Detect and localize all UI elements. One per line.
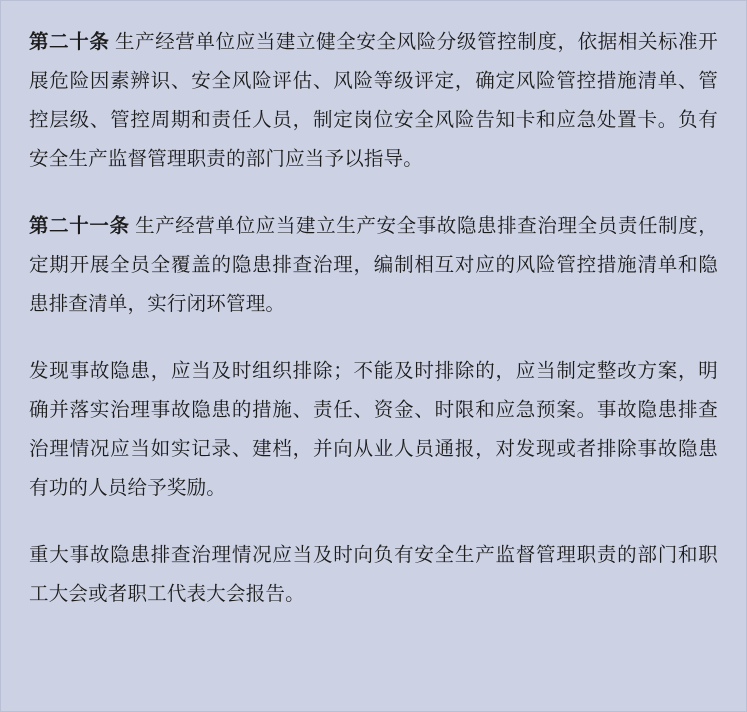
paragraph-article-21-p2 [29, 352, 718, 508]
paragraph-article-20 [29, 23, 718, 179]
article-body: 生产经营单位应当建立健全安全风险分级管控制度，依据相关标准开展危险因素辨识、安全风险评估、风险等级评定，确定风险管控措施清单、管控层级、管控周期和责任人员，制定岗位安全风险告知卡和应急处置卡。负有安全生产监督管理职责的部门应当予以指导。 [29, 32, 718, 170]
paragraph-article-21-p3 [29, 536, 718, 614]
paragraph-article-21 [29, 207, 718, 324]
article-body: 发现事故隐患，应当及时组织排除；不能及时排除的，应当制定整改方案，明确并落实治理事故隐患的措施、责任、资金、时限和应急预案。事故隐患排查治理情况应当如实记录、建档，并向从业人员通报，对发现或者排除事故隐患有功的人员给予奖励。 [29, 361, 718, 499]
article-label: 第二十条 [29, 32, 110, 53]
article-body: 生产经营单位应当建立生产安全事故隐患排查治理全员责任制度，定期开展全员全覆盖的隐患排查治理，编制相互对应的风险管控措施清单和隐患排查清单，实行闭环管理。 [29, 216, 718, 315]
article-label: 第二十一条 [29, 216, 130, 237]
article-body: 重大事故隐患排查治理情况应当及时向负有安全生产监督管理职责的部门和职工大会或者职工代表大会报告。 [29, 545, 718, 605]
